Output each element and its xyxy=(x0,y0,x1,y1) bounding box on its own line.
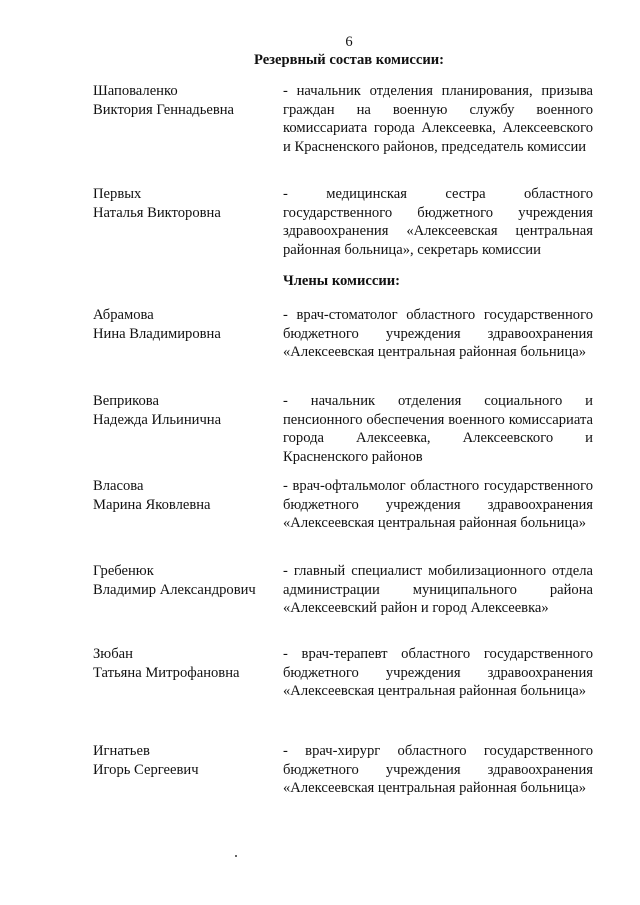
person-given-names: Нина Владимировна xyxy=(93,325,221,342)
person-role: - врач-офтальмолог областного государственного бюджетного учреждения здравоохранения «Алексеевская центральная районная больница» xyxy=(283,478,593,531)
person-surname: Первых xyxy=(93,186,142,202)
person-role: - врач-хирург областного государственного бюджетного учреждения здравоохранения «Алексеевская центральная районная больница» xyxy=(283,743,593,796)
person-role: - начальник отделения социального и пенсионного обеспечения военного комиссариата города Алексеевка, Алексеевского и Красненского районов xyxy=(283,393,593,465)
person-surname: Веприкова xyxy=(93,393,159,409)
person-name xyxy=(93,392,278,429)
person-surname: Зюбан xyxy=(93,646,133,662)
person-given-names: Марина Яковлевна xyxy=(93,496,211,513)
person-role: - главный специалист мобилизационного отдела администрации муниципального района «Алексеевский район и город Алексеевка» xyxy=(283,563,593,616)
person-name xyxy=(93,82,278,119)
scan-speck xyxy=(235,855,237,857)
person-given-names: Наталья Викторовна xyxy=(93,204,221,221)
reserve-heading: Резервный состав комиссии: xyxy=(253,52,445,68)
person-name xyxy=(93,742,278,779)
person-given-names: Татьяна Митрофановна xyxy=(93,664,240,681)
person-role: - начальник отделения планирования, призыва граждан на военную службу военного комиссариата города Алексеевка, Алексеевского и Красненского районов, председатель комиссии xyxy=(283,83,593,155)
person-name xyxy=(93,185,278,222)
person-name xyxy=(93,562,278,599)
person-surname: Абрамова xyxy=(93,307,154,323)
person-given-names: Надежда Ильинична xyxy=(93,411,222,428)
person-role: - врач-стоматолог областного государственного бюджетного учреждения здравоохранения «Алексеевская центральная районная больница» xyxy=(283,307,593,360)
person-given-names: Виктория Геннадьевна xyxy=(93,101,235,118)
person-name xyxy=(93,477,278,514)
person-surname: Игнатьев xyxy=(93,743,150,759)
person-name xyxy=(93,306,278,343)
person-given-names: Игорь Сергеевич xyxy=(93,761,199,778)
person-name xyxy=(93,645,278,682)
person-surname: Власова xyxy=(93,478,144,494)
person-role: - медицинская сестра областного государственного бюджетного учреждения здравоохранения «Алексеевская центральная районная больница», секретарь комиссии xyxy=(283,186,593,258)
person-surname: Гребенюк xyxy=(93,563,154,579)
page-number: 6 xyxy=(345,34,353,50)
person-given-names: Владимир Александрович xyxy=(93,581,256,598)
person-role: - врач-терапевт областного государственного бюджетного учреждения здравоохранения «Алексеевская центральная районная больница» xyxy=(283,646,593,699)
person-surname: Шаповаленко xyxy=(93,83,178,99)
members-heading: Члены комиссии: xyxy=(283,273,401,289)
